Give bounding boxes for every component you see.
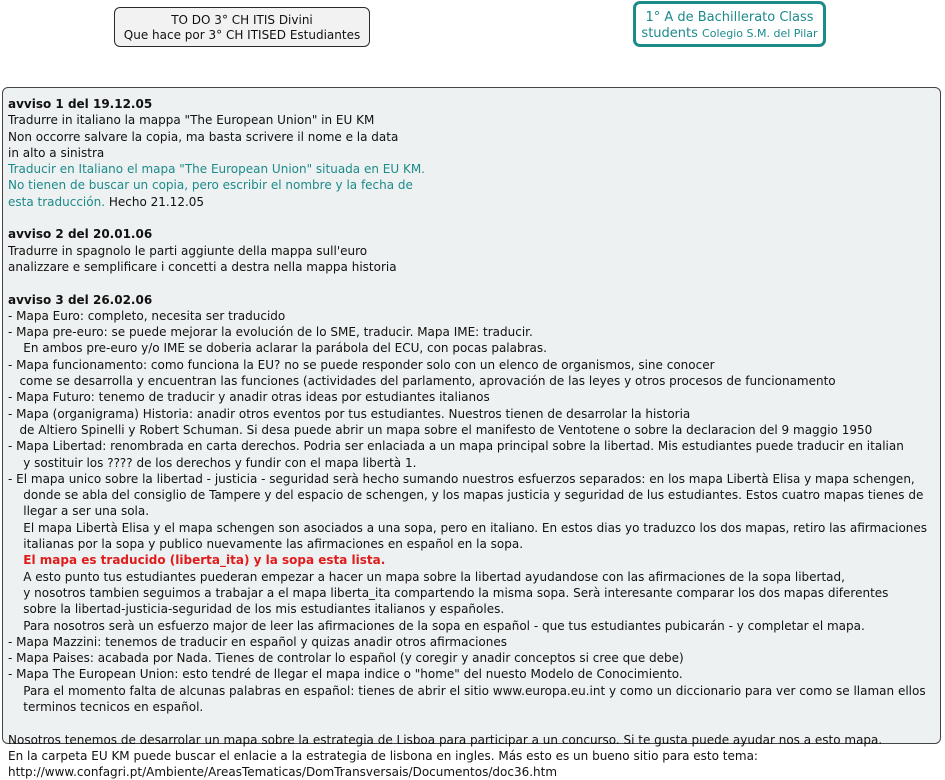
avviso3-line: - Mapa Libertad: renombrada en carta derechos. Podria ser enlaciada a un mapa principal sobre la libertad. Mis estudiantes puede traducir en italian	[8, 439, 904, 454]
spacer	[8, 275, 934, 291]
avviso3-highlight: El mapa es traducido (liberta_ita) y la sopa esta lista.	[23, 553, 386, 568]
avviso3-line: - Mapa Futuro: tenemo de traducir y anadir otras ideas por estudiantes italianos	[8, 390, 490, 405]
avviso1-title: avviso 1 del 19.12.05	[8, 97, 153, 111]
avviso3-line: En ambos pre-euro y/o IME se doberia aclarar la parábola del ECU, con pocas palabras.	[8, 341, 547, 356]
node-class-line1: 1° A de Bachillerato Class	[645, 10, 814, 25]
avviso1-line: Non occorre salvare la copia, ma basta scrivere il nome e la data	[8, 129, 399, 144]
concept-node-todo[interactable]	[114, 7, 370, 47]
spacer	[8, 715, 934, 731]
avviso1-es-line: No tienen de buscar un copia, pero escribir el nombre y la fecha de	[8, 178, 413, 193]
avviso3-line: de Altiero Spinelli y Robert Schuman. Si desa puede abrir un mapa sobre el manifesto de Ventotene o sobre la declaracion del 9 maggio 1950	[8, 422, 873, 437]
avviso3-lines-b	[8, 569, 934, 716]
avviso3-title: avviso 3 del 26.02.06	[8, 292, 153, 307]
footer-line: http://www.confagri.pt/Ambiente/AreasTematicas/DomTransversais/Documentos/doc36.htm	[8, 765, 558, 780]
avviso1-es-last-text: esta traducción.	[8, 194, 106, 209]
avviso3-lines-a	[8, 308, 934, 552]
node-class-line2	[636, 26, 823, 42]
node-todo-line2: Que hace por 3° CH ITISED Estudiantes	[123, 28, 361, 42]
avviso3-line: llegar a ser una sola.	[8, 504, 150, 519]
avviso3-line: A esto punto tus estudiantes puederan empezar a hacer un mapa sobre la libertad ayudandose con las afirmaciones de la sopa libertad,	[8, 569, 845, 584]
avviso3-line: - Mapa funcionamento: como funciona la EU? no se puede responder solo con un elenco de organismos, sine conocer	[8, 357, 715, 372]
avviso1-line: in alto a sinistra	[8, 145, 105, 160]
avviso3-line: y nosotros tambien seguimos a trabajar a el mapa liberta_ita compartendo la misma sopa. Serà interesante comparar los dos mapas diferentes	[8, 585, 889, 600]
avviso3-line: italianas por la sopa y publico nuevamente las afirmaciones en español en la sopa.	[8, 537, 524, 552]
avviso3-line: Para nosotros serà un esfuerzo major de leer las afirmaciones de la sopa en español - que tus estudiantes pubicarán - y completar el mapa.	[8, 618, 865, 633]
node-todo-line1: TO DO 3° CH ITIS Divini	[171, 13, 313, 27]
avviso1-es-last	[8, 194, 934, 210]
avviso3-line: sobre la libertad-justicia-seguridad de los mis estudiantes italianos y españoles.	[8, 602, 505, 617]
avviso3-line: y sostituir los ???? de los derechos y fundir con el mapa libertà 1.	[8, 455, 417, 470]
avviso3-line: - Mapa Euro: completo, necesita ser traducido	[8, 308, 286, 323]
avviso3-line: - Mapa pre-euro: se puede mejorar la evolución de lo SME, traducir. Mapa IME: traducir.	[8, 325, 533, 340]
avviso3-line: - Mapa The European Union: esto tendré de llegar el mapa indice o "home" del nuesto Modelo de Conocimiento.	[8, 667, 683, 682]
footer-line: En la carpeta EU KM puede buscar el enlacie a la estrategia de lisbona en ingles. Más esto es un bueno sitio para esto tema:	[8, 748, 758, 763]
avviso1-line: Tradurre in italiano la mappa "The European Union" in EU KM	[8, 113, 375, 128]
avviso3-highlight-line	[8, 552, 934, 568]
avviso3-line: terminos tecnicos en español.	[8, 699, 204, 714]
avviso3-line: donde se abla del consiglio de Tampere y del espacio de schengen, y los mapas justicia y seguridad de lus estudiantes. Estos cuatro mapas tienes de	[8, 488, 924, 503]
avviso3-line: - Mapa (organigrama) Historia: anadir otros eventos por tus estudiantes. Nuestros tienen de desarrolar la historia	[8, 406, 691, 421]
footer-line: Nosotros tenemos de desarrolar un mapa sobre la estrategia de Lisboa para participar a un concurso. Si te gusta puede ayudar nos a esto mapa.	[8, 732, 883, 747]
concept-node-class[interactable]	[633, 1, 826, 47]
avviso3-line: come se desarrolla y encuentran las funciones (actividades del parlamento, aprovación de las leyes y otros procesos de funcionamento	[8, 374, 836, 389]
avviso1-es-line: Traducir en Italiano el mapa "The European Union" situada en EU KM.	[8, 162, 425, 177]
node-class-students: students	[641, 26, 698, 41]
avviso3-line: Para el momento falta de alcunas palabras en español: tienes de abrir el sitio www.europa.eu.int y como un diccionario para ver como se llaman ellos	[8, 683, 926, 698]
avviso3-line: - El mapa unico sobre la libertad - justicia - seguridad serà hecho sumando nuestros esfuerzos separados: en los mapa Libertà Elisa y mapa schengen,	[8, 471, 915, 486]
footer-lines	[8, 732, 934, 780]
spacer	[8, 210, 934, 226]
avviso3-line: El mapa Libertà Elisa y el mapa schengen son asociados a una sopa, pero en italiano. En estos dias yo traduzco los dos mapas, retiro las afirmaciones	[8, 520, 928, 535]
avviso2-line: Tradurre in spagnolo le parti aggiunte della mappa sull'euro	[8, 243, 368, 258]
avviso3-line: - Mapa Paises: acabada por Nada. Tienes de controlar lo español (y coregir y anadir conceptos si cree que debe)	[8, 651, 684, 666]
note-box[interactable]	[2, 87, 941, 780]
node-class-school: Colegio S.M. del Pilar	[702, 27, 818, 40]
avviso1-done: Hecho 21.12.05	[105, 194, 205, 209]
avviso2-title: avviso 2 del 20.01.06	[8, 227, 153, 242]
avviso3-line: - Mapa Mazzini: tenemos de traducir en español y quizas anadir otros afirmaciones	[8, 634, 507, 649]
avviso2-line: analizzare e semplificare i concetti a destra nella mappa historia	[8, 259, 397, 274]
